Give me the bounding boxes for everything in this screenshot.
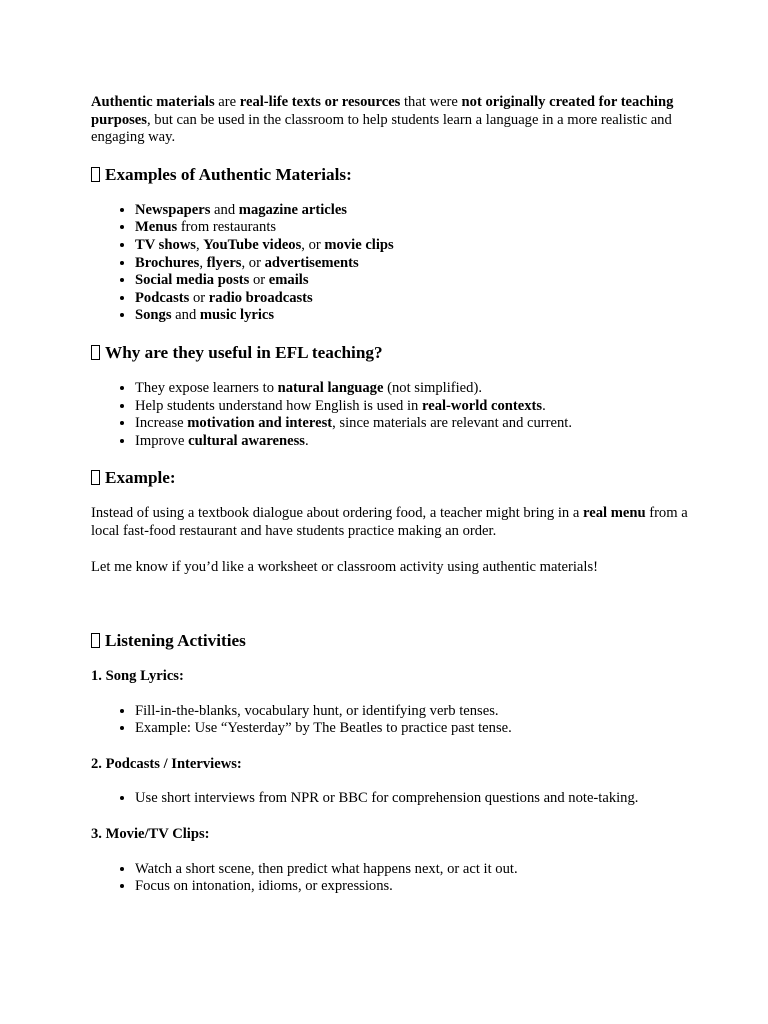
why-list xyxy=(91,380,691,450)
missing-glyph-icon xyxy=(91,345,100,360)
spacer xyxy=(91,594,691,631)
item-bold: flyers xyxy=(206,254,242,271)
item-text: and xyxy=(171,307,200,324)
item-bold: real-world contexts xyxy=(422,397,543,414)
item-text: , or xyxy=(241,254,265,271)
intro-bold: real-life texts or resources xyxy=(239,94,401,110)
list-item xyxy=(135,398,691,416)
item-text: They expose learners to xyxy=(135,379,278,396)
intro-text: , but can be used in the classroom to help students learn a language in a more realistic and engaging way. xyxy=(91,111,672,146)
item-bold: cultural awareness xyxy=(188,432,305,449)
list-item xyxy=(135,307,691,325)
item-bold: radio broadcasts xyxy=(208,289,313,306)
example-text: Instead of using a textbook dialogue about ordering food, a teacher might bring in a xyxy=(91,505,583,522)
list-item: • Watch a short scene, then predict what happens next, or act it out. xyxy=(135,861,691,879)
song-heading: 1. Song Lyrics: xyxy=(91,668,184,685)
list-item: • Use short interviews from NPR or BBC for comprehension questions and note-taking. xyxy=(135,790,691,808)
listening-heading xyxy=(91,631,691,651)
podcasts-heading: 2. Podcasts / Interviews: xyxy=(91,755,242,772)
listening-heading-text: Listening Activities xyxy=(105,631,246,651)
list-item xyxy=(135,255,691,273)
item-text: from restaurants xyxy=(177,219,277,236)
item-text: , or xyxy=(301,236,325,253)
examples-list xyxy=(91,202,691,325)
item-bold: Newspapers xyxy=(135,201,211,218)
intro-term: Authentic materials xyxy=(91,94,215,110)
item-bold: Menus xyxy=(135,219,178,236)
list-item xyxy=(135,219,691,237)
list-item xyxy=(135,290,691,308)
item-bold: natural language xyxy=(277,379,384,396)
intro-bold: not originally created for teaching purposes xyxy=(91,94,674,128)
item-bold: TV shows xyxy=(135,236,196,253)
item-bold: Social media posts xyxy=(135,272,250,289)
example-heading xyxy=(91,468,691,488)
missing-glyph-icon xyxy=(91,167,100,182)
list-item xyxy=(135,433,691,451)
item-text: and xyxy=(210,201,239,218)
example-bold: real menu xyxy=(583,505,646,522)
item-text: Increase xyxy=(135,415,188,432)
item-bold: movie clips xyxy=(324,236,394,253)
examples-heading xyxy=(91,165,691,185)
item-bold: Podcasts xyxy=(135,289,190,306)
podcasts-list xyxy=(91,790,691,808)
item-bold: magazine articles xyxy=(238,201,347,218)
item-text: (not simplified). xyxy=(383,379,482,396)
item-text: or xyxy=(249,272,269,289)
list-item xyxy=(135,237,691,255)
list-item xyxy=(135,415,691,433)
item-bold: YouTube videos xyxy=(203,236,302,253)
item-text: Improve xyxy=(135,432,189,449)
intro-text: that were xyxy=(400,94,462,110)
item-text: Help students understand how English is used in xyxy=(135,397,422,414)
item-bold: advertisements xyxy=(264,254,359,271)
why-heading xyxy=(91,343,691,363)
missing-glyph-icon xyxy=(91,470,100,485)
intro-paragraph xyxy=(91,94,691,147)
movies-list xyxy=(91,861,691,896)
list-item xyxy=(135,202,691,220)
list-item: • Example: Use “Yesterday” by The Beatles to practice past tense. xyxy=(135,720,691,738)
example-paragraph xyxy=(91,505,691,540)
item-text: , xyxy=(199,254,207,271)
item-bold: motivation and interest xyxy=(187,415,333,432)
item-bold: Songs xyxy=(135,307,172,324)
example-text: from a local fast-food restaurant and have students practice making an order. xyxy=(91,505,688,539)
list-item: • Focus on intonation, idioms, or expressions. xyxy=(135,878,691,896)
list-item xyxy=(135,380,691,398)
item-bold: emails xyxy=(268,272,309,289)
item-bold: Brochures xyxy=(135,254,200,271)
document-page xyxy=(91,94,691,914)
item-text: , xyxy=(195,236,204,253)
item-bold: music lyrics xyxy=(199,307,275,324)
item-text: . xyxy=(304,432,309,449)
examples-heading-text: Examples of Authentic Materials: xyxy=(105,164,352,184)
list-item xyxy=(135,272,691,290)
intro-text: are xyxy=(214,94,240,110)
example-heading-text: Example: xyxy=(105,468,176,488)
item-text: . xyxy=(542,397,546,414)
song-list xyxy=(91,703,691,738)
item-text: , since materials are relevant and current. xyxy=(332,415,572,432)
item-text: or xyxy=(189,289,209,306)
followup-paragraph: Let me know if you’d like a worksheet or classroom activity using authentic materials! xyxy=(91,558,598,575)
why-heading-text: Why are they useful in EFL teaching? xyxy=(105,342,383,362)
missing-glyph-icon xyxy=(91,633,100,648)
movies-heading: 3. Movie/TV Clips: xyxy=(91,826,210,843)
list-item: • Fill-in-the-blanks, vocabulary hunt, or identifying verb tenses. xyxy=(135,703,691,721)
